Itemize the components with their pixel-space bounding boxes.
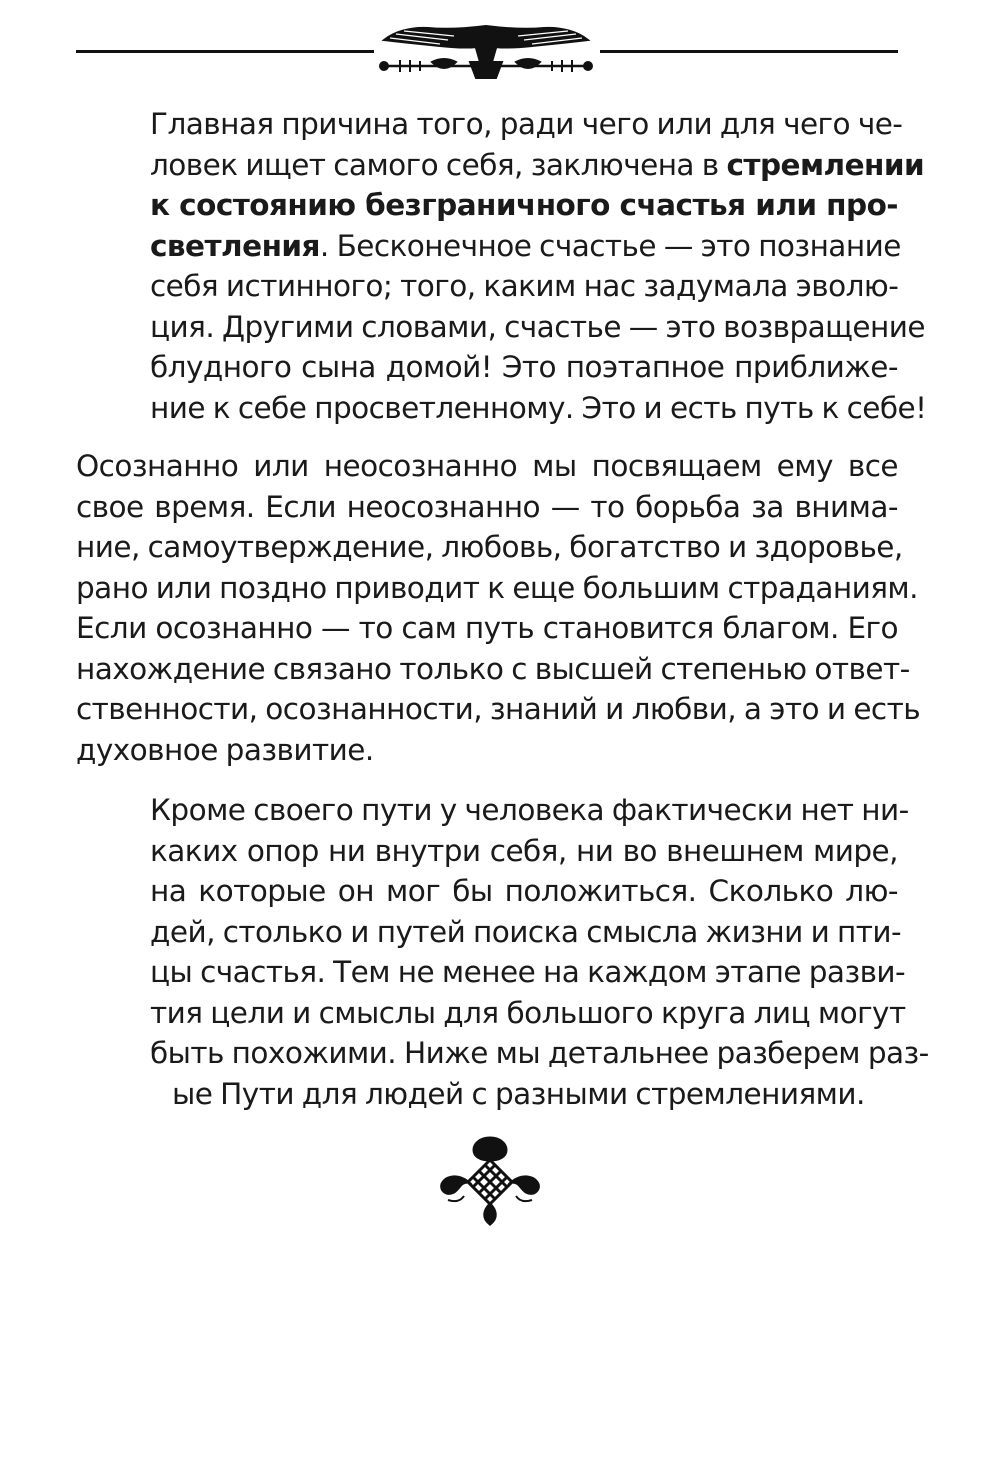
text-line (150, 1033, 929, 1074)
text-line (150, 145, 925, 186)
text-run: ция. Другими словами, счастье — это возвращение (150, 309, 925, 344)
text-run: себя истинного; того, каким нас задумала эволю- (150, 269, 899, 303)
text-run: ственности, осознанности, знаний и любви, а это и есть (76, 692, 921, 726)
text-run: Осознанно или неосознанно мы посвящаем ему все (76, 449, 898, 483)
winged-emblem-icon (370, 18, 602, 82)
text-run: на которые он мог бы положиться. Сколько лю- (150, 874, 898, 908)
text-line (150, 831, 898, 872)
bold-text: к состоянию безграничного счастья или про- (150, 188, 898, 222)
text-run: ние, самоутверждение, любовь, богатство и здоровье, (76, 530, 903, 564)
text-run: цы счастья. Тем не менее на каждом этапе разви- (150, 955, 906, 989)
text-run: каких опор ни внутри себя, ни во внешнем мире, (150, 833, 898, 868)
text-line (150, 388, 927, 429)
text-line (76, 446, 898, 487)
text-line (150, 790, 909, 831)
text-line (150, 266, 898, 307)
text-line (76, 689, 921, 730)
paragraph-2 (76, 446, 921, 770)
text-run: Главная причина того, ради чего или для чего че- (150, 107, 903, 141)
text-line (150, 871, 898, 912)
text-run: Кроме своего пути у человека фактически нет ни- (150, 793, 909, 827)
text-run: ые Пути для людей с разными стремлениями. (172, 1076, 865, 1111)
bold-text: стремлении (726, 147, 925, 182)
text-run: . Бесконечное счастье — это познание (319, 228, 901, 263)
text-run: тия цели и смыслы для большого круга лиц могут (150, 995, 906, 1030)
text-line (76, 649, 910, 690)
text-line (150, 226, 901, 267)
text-run: нахождение связано только с высшей степенью ответ- (76, 651, 910, 686)
text-run: блудного сына домой! Это поэтапное приближе- (150, 350, 898, 384)
text-line (76, 608, 898, 649)
bold-text: светления (150, 228, 320, 263)
text-line (150, 993, 906, 1034)
text-line (150, 347, 898, 388)
text-run: ловек ищет самого себя, заключена в (150, 147, 727, 182)
text-line (150, 185, 898, 226)
text-run: быть похожими. Ниже мы детальнее разберем раз- (150, 1036, 929, 1070)
text-line (76, 568, 918, 609)
text-line (150, 912, 902, 953)
text-line (76, 730, 898, 771)
header-rule-right (600, 50, 898, 53)
text-line (76, 527, 903, 568)
text-line (150, 307, 925, 348)
text-run: ние к себе просветленному. Это и есть путь к себе! (150, 390, 927, 425)
text-line (150, 1074, 898, 1115)
paragraph-1 (150, 104, 927, 428)
endless-knot-icon (430, 1130, 550, 1230)
text-run: рано или поздно приводит к еще большим страданиям. (76, 570, 918, 605)
paragraph-3 (150, 790, 929, 1114)
text-run: свое время. Если неосознанно — то борьба за внима- (76, 489, 898, 524)
text-line (150, 952, 906, 993)
text-run: Если осознанно — то сам путь становится благом. Его (76, 611, 898, 645)
header-rule-left (76, 50, 374, 53)
text-run: дей, столько и путей поиска смысла жизни и пти- (150, 914, 902, 949)
text-line (76, 487, 898, 528)
text-line (150, 104, 903, 145)
text-run: духовное развитие. (76, 732, 374, 767)
